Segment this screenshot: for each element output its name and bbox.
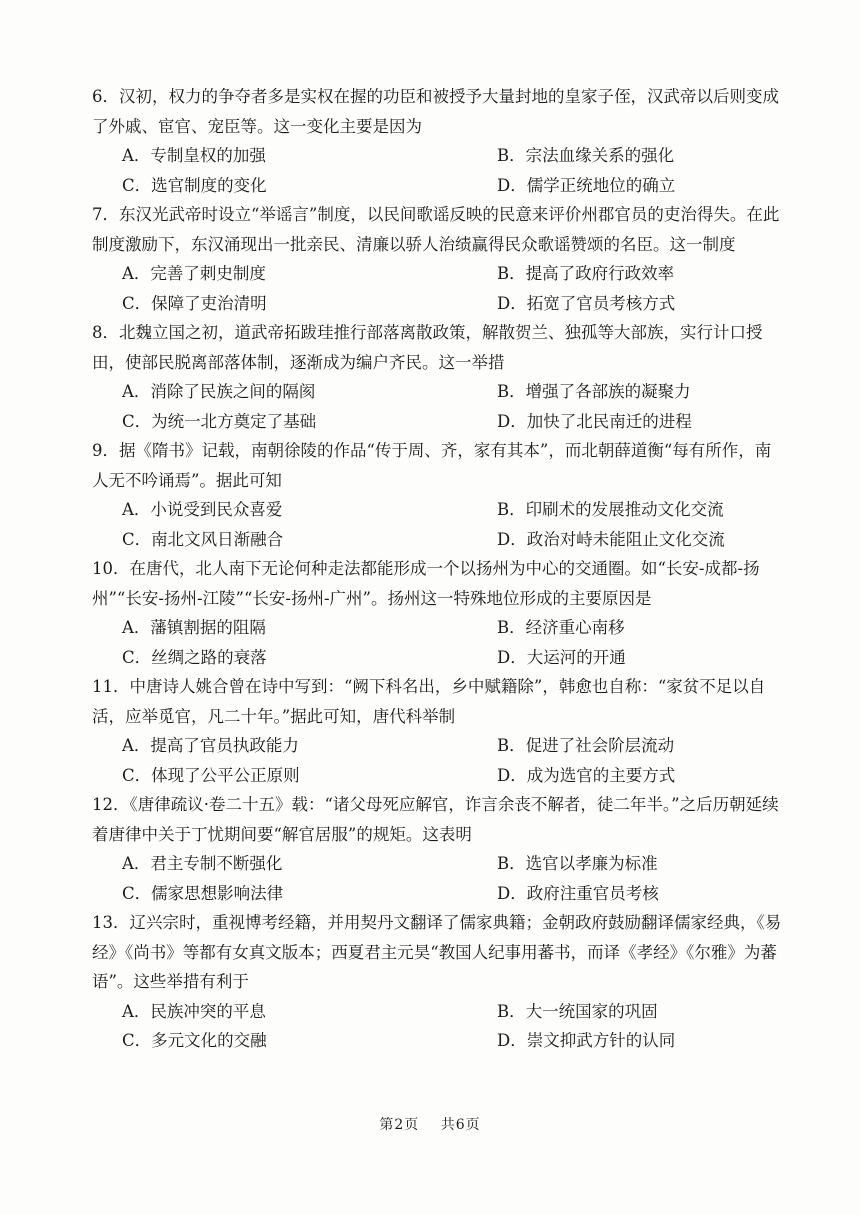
question-8 xyxy=(92,318,782,436)
question-9 xyxy=(92,436,782,554)
option-grid xyxy=(92,377,782,436)
question-13 xyxy=(92,908,782,1056)
option-c: C．选官制度的变化 xyxy=(122,175,267,195)
option-c: C．保障了吏治清明 xyxy=(122,293,267,313)
option-b: B．增强了各部族的凝聚力 xyxy=(497,382,691,401)
option-grid xyxy=(92,613,782,672)
option-b: B．大一统国家的巩固 xyxy=(497,1001,658,1021)
option-c: C．南北文风日渐融合 xyxy=(122,529,284,549)
option-b: B．印刷术的发展推动文化交流 xyxy=(497,500,724,519)
option-d: D．儒学正统地位的确立 xyxy=(497,175,676,195)
question-list xyxy=(92,82,782,1056)
question-7 xyxy=(92,200,782,318)
option-grid xyxy=(92,495,782,554)
option-d: D．崇文抑武方针的认同 xyxy=(497,1031,676,1050)
option-d: D．拓宽了官员考核方式 xyxy=(497,293,676,313)
question-stem: 7．东汉光武帝时设立“举谣言”制度，以民间歌谣反映的民意来评价州郡官员的吏治得失。在此制度激励下，东汉涌现出一批亲民、清廉以骄人治绩赢得民众歌谣赞颂的名臣。这一制度 xyxy=(92,205,780,254)
option-c: C．儒家思想影响法律 xyxy=(122,883,284,903)
question-stem: 8．北魏立国之初，道武帝拓跋珪推行部落离散政策，解散贺兰、独孤等大部族，实行计口授田，使部民脱离部落体制，逐渐成为编户齐民。这一举措 xyxy=(92,323,763,372)
question-stem: 6．汉初，权力的争夺者多是实权在握的功臣和被授予大量封地的皇家子侄，汉武帝以后则变成了外戚、宦官、宠臣等。这一变化主要是因为 xyxy=(92,87,779,136)
option-grid xyxy=(92,259,782,318)
option-a: A．小说受到民众喜爱 xyxy=(122,500,283,519)
option-a: A．完善了刺史制度 xyxy=(122,264,266,283)
option-a: A．专制皇权的加强 xyxy=(122,146,266,165)
option-b: B．提高了政府行政效率 xyxy=(497,264,675,283)
option-b: B．宗法血缘关系的强化 xyxy=(497,146,675,165)
option-b: B．促进了社会阶层流动 xyxy=(497,736,675,755)
option-grid xyxy=(92,731,782,790)
question-12 xyxy=(92,790,782,908)
option-d: D．政府注重官员考核 xyxy=(497,883,659,903)
page-number: 第2页 xyxy=(379,1117,420,1133)
question-6 xyxy=(92,82,782,200)
question-10 xyxy=(92,554,782,672)
option-d: D．大运河的开通 xyxy=(497,647,626,667)
option-grid xyxy=(92,997,782,1056)
option-d: D．成为选官的主要方式 xyxy=(497,765,676,785)
question-stem: 11．中唐诗人姚合曾在诗中写到：“阙下科名出，乡中赋籍除”，韩愈也自称：“家贫不足以自活，应举觅官，凡二十年。”据此可知，唐代科举制 xyxy=(92,677,766,726)
page-total: 共6页 xyxy=(440,1117,481,1133)
question-stem: 10．在唐代，北人南下无论何种走法都能形成一个以扬州为中心的交通圈。如“长安-成都-扬州”“长安-扬州-江陵”“长安-扬州-广州”。扬州这一特殊地位形成的主要原因是 xyxy=(92,559,760,608)
question-11 xyxy=(92,672,782,790)
option-d: D．加快了北民南迁的进程 xyxy=(497,411,692,431)
option-c: C．多元文化的交融 xyxy=(122,1031,267,1050)
question-stem: 12．《唐律疏议·卷二十五》载：“诸父母死应解官，诈言余丧不解者，徒二年半。”之后历朝延续着唐律中关于丁忧期间要“解官居服”的规矩。这表明 xyxy=(92,795,779,844)
page-footer xyxy=(0,1114,860,1134)
option-c: C．丝绸之路的衰落 xyxy=(122,647,267,667)
option-c: C．体现了公平公正原则 xyxy=(122,765,300,785)
option-b: B．选官以孝廉为标准 xyxy=(497,854,658,873)
question-stem: 9．据《隋书》记载，南朝徐陵的作品“传于周、齐，家有其本”，而北朝薛道衡“每有所作，南人无不吟诵焉”。据此可知 xyxy=(92,441,772,490)
option-a: A．提高了官员执政能力 xyxy=(122,736,299,755)
option-a: A．民族冲突的平息 xyxy=(122,1001,266,1021)
option-grid xyxy=(92,849,782,908)
option-c: C．为统一北方奠定了基础 xyxy=(122,411,317,431)
option-a: A．君主专制不断强化 xyxy=(122,854,283,873)
question-stem: 13．辽兴宗时，重视博考经籍，并用契丹文翻译了儒家典籍；金朝政府鼓励翻译儒家经典，《易经》《尚书》等都有女真文版本；西夏君主元昊“教国人纪事用蕃书，而译《孝经》《尔雅》为蕃语”。这些举措有利于 xyxy=(92,913,782,991)
option-d: D．政治对峙未能阻止文化交流 xyxy=(497,529,725,549)
option-grid xyxy=(92,141,782,200)
option-a: A．藩镇割据的阻隔 xyxy=(122,618,266,637)
option-b: B．经济重心南移 xyxy=(497,618,625,637)
option-a: A．消除了民族之间的隔阂 xyxy=(122,382,316,401)
